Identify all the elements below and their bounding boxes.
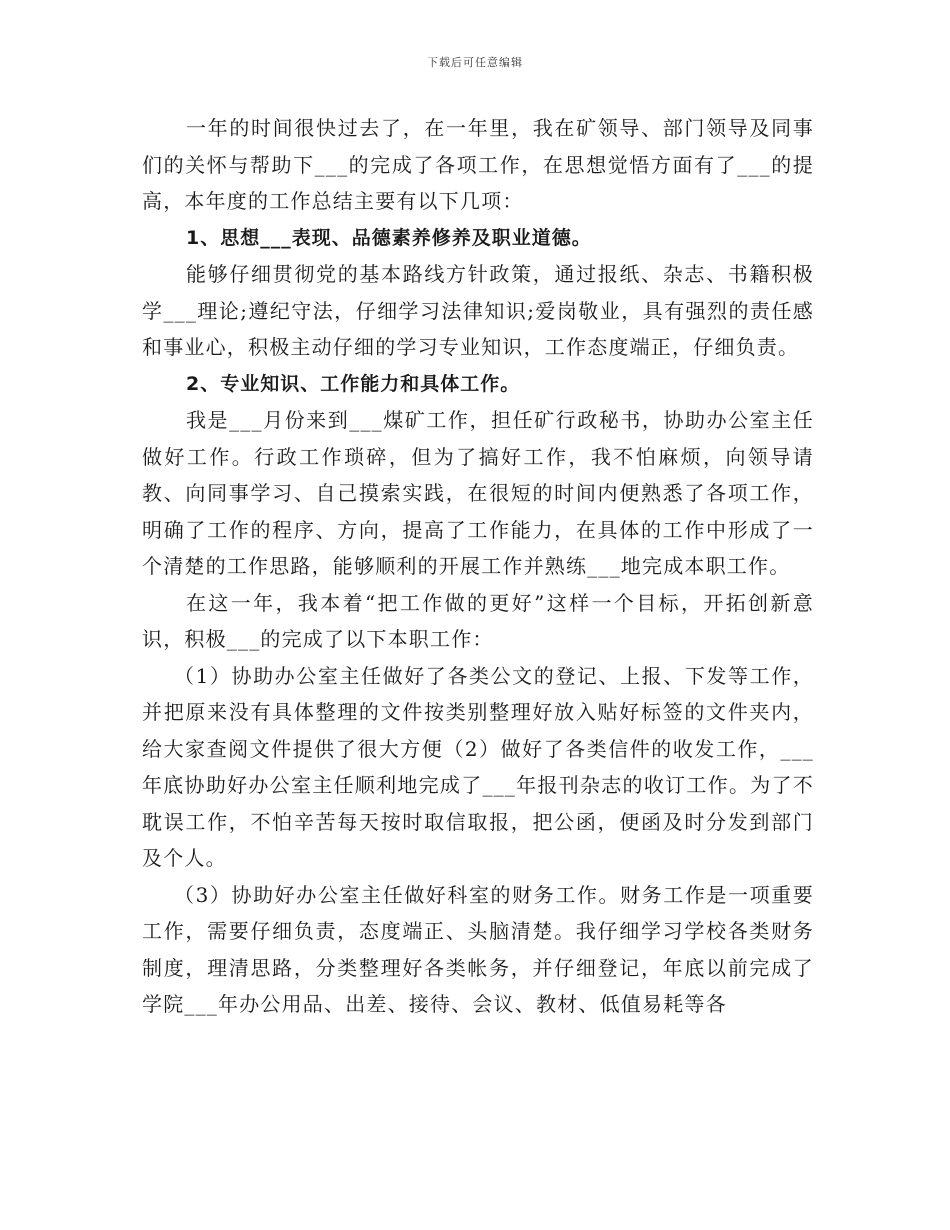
page-header: 下载后可任意编辑 <box>427 56 523 69</box>
paragraph-section-1: 能够仔细贯彻党的基本路线方针政策，通过报纸、杂志、书籍积极学___理论;遵纪守法，仔细学习法律知识;爱岗敬业，具有强烈的责任感和事业心，积极主动仔细的学习专业知识，工作态度端正，仔细负责。 <box>142 262 814 359</box>
section-heading-2: 2、专业知识、工作能力和具体工作。 <box>186 372 521 395</box>
section-heading-1: 1、思想___表现、品德素养修养及职业道德。 <box>186 226 592 249</box>
paragraph-goal: 在这一年，我本着“把工作做的更好”这样一个目标，开拓创新意识，积极___的完成了以下本职工作： <box>142 590 814 651</box>
document-body <box>142 110 814 1023</box>
paragraph-section-2: 我是___月份来到___煤矿工作，担任矿行政秘书，协助办公室主任做好工作。行政工作琐碎，但为了搞好工作，我不怕麻烦，向领导请教、向同事学习、自己摸索实践，在很短的时间内便熟悉了各项工作，明确了工作的程序、方向，提高了工作能力，在具体的工作中形成了一个清楚的工作思路，能够顺利的开展工作并熟练___地完成本职工作。 <box>142 408 814 578</box>
paragraph-item-1-2: （1）协助办公室主任做好了各类公文的登记、上报、下发等工作，并把原来没有具体整理的文件按类别整理好放入贴好标签的文件夹内，给大家查阅文件提供了很大方便（2）做好了各类信件的收发工作，___年底协助好办公室主任顺利地完成了___年报刊杂志的收订工作。为了不耽误工作，不怕辛苦每天按时取信取报，把公函，便函及时分发到部门及个人。 <box>142 663 814 870</box>
paragraph-item-3: （3）协助好办公室主任做好科室的财务工作。财务工作是一项重要工作，需要仔细负责，态度端正、头脑清楚。我仔细学习学校各类财务制度，理清思路，分类整理好各类帐务，并仔细登记，年底以前完成了学院___年办公用品、出差、接待、会议、教材、低值易耗等各 <box>142 882 814 1016</box>
paragraph-intro: 一年的时间很快过去了，在一年里，我在矿领导、部门领导及同事们的关怀与帮助下___的完成了各项工作，在思想觉悟方面有了___的提高，本年度的工作总结主要有以下几项： <box>142 116 814 213</box>
